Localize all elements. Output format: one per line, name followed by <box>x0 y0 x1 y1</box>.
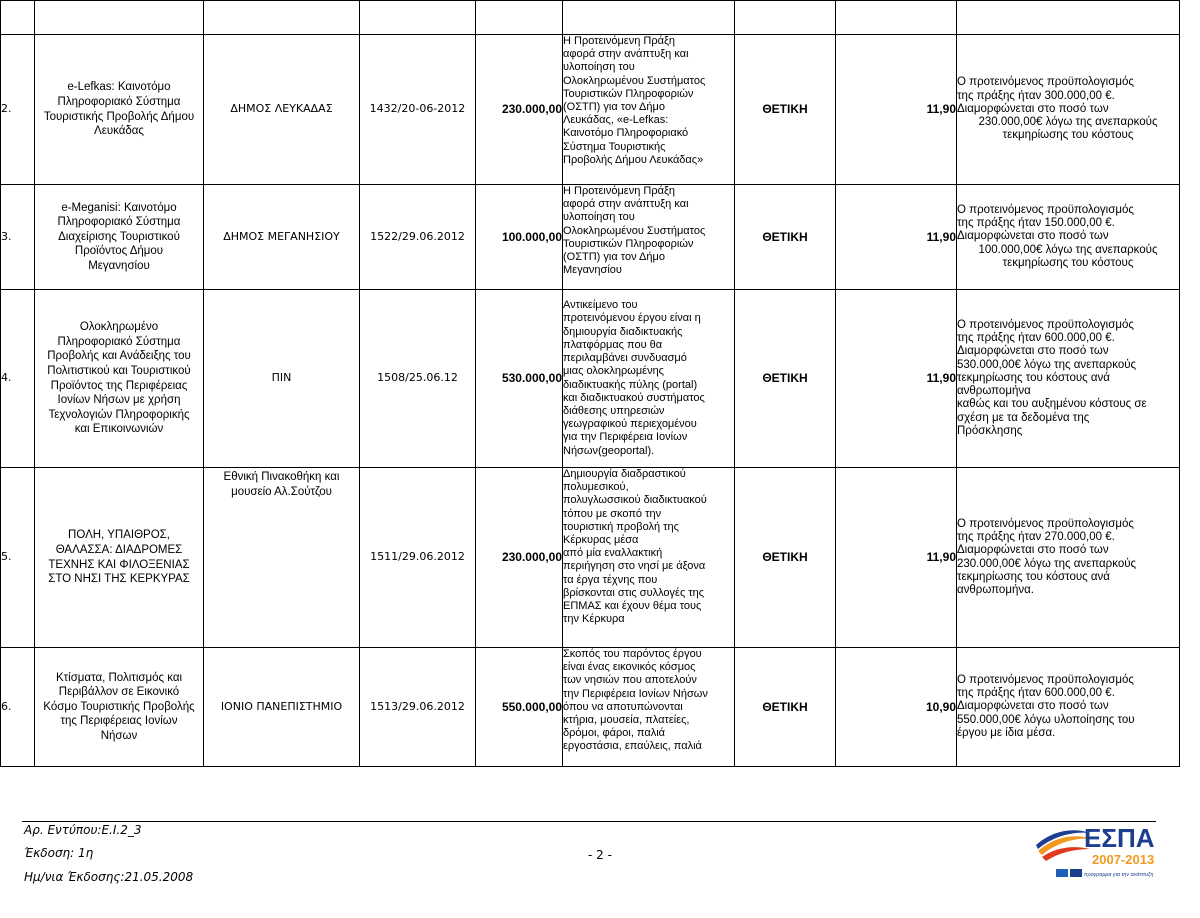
justification <box>957 35 1180 185</box>
score: 11,90 <box>836 290 957 468</box>
description <box>563 290 735 468</box>
page-number: - 2 - <box>588 848 612 862</box>
project-title-line: ΤΕΧΝΗΣ ΚΑΙ ΦΙΛΟΞΕΝΙΑΣ <box>48 558 190 571</box>
description-line: πολυμεσικού, <box>563 481 629 494</box>
description-line: Τουριστικών Πληροφοριών <box>563 87 694 100</box>
budget: 100.000,00 <box>476 185 563 290</box>
protocol-number: 1513/29.06.2012 <box>360 648 476 767</box>
beneficiary-line: μουσείο Αλ.Σούτζου <box>231 485 332 498</box>
description-line: κτήρια, μουσεία, πλατείες, <box>563 714 690 727</box>
protocol-number: 1432/20-06-2012 <box>360 35 476 185</box>
justification-line: τεκμηρίωσης του κόστους ανά <box>957 570 1110 583</box>
description-line: διαδικτυακής πύλης (portal) <box>563 378 698 391</box>
row-number: 4. <box>1 290 35 468</box>
protocol-number: 1511/29.06.2012 <box>360 468 476 648</box>
table-cell <box>476 1 563 35</box>
description-line: Μεγανησίου <box>563 264 622 277</box>
beneficiary: ΙΟΝΙΟ ΠΑΝΕΠΙΣΤΗΜΙΟ <box>204 648 360 767</box>
description-line: όπου να αποτυπώνονται <box>563 700 683 713</box>
justification-line: Ο προτεινόμενος προϋπολογισμός <box>957 76 1134 89</box>
project-title-line: Πολιτιστικού και Τουριστικού <box>47 364 191 377</box>
justification-line: Διαμορφώνεται στο ποσό των <box>957 345 1109 358</box>
justification-line: Πρόσκλησης <box>957 425 1023 438</box>
description-line: Η Προτεινόμενη Πράξη <box>563 35 675 47</box>
justification-line: καθώς και του αυξημένου κόστους σε <box>957 398 1147 411</box>
footer-divider <box>22 821 1156 822</box>
description-line: είναι ένας εικονικός κόσμος <box>563 661 696 674</box>
project-title <box>35 648 204 767</box>
project-title-line: Προϊόντος της Περιφέρειας <box>50 379 188 392</box>
description-line: βρίσκονται στις συλλογές της <box>563 586 705 599</box>
beneficiary-line: Εθνική Πινακοθήκη και <box>223 471 340 483</box>
description-line: Αντικείμενο του <box>563 299 638 312</box>
project-title-line: Τεχνολογιών Πληροφορικής <box>48 408 190 421</box>
justification-line: 100.000,00€ λόγω της ανεπαρκούς <box>978 243 1158 256</box>
project-title-line: Προβολής και Ανάδειξης του <box>47 350 191 363</box>
edition-date: Ημ/νια Έκδοσης:21.05.2008 <box>24 870 194 884</box>
project-title-line: Τουριστικής Προβολής Δήμου <box>43 110 195 123</box>
description-line: πολυγλωσσικού διαδικτυακού <box>563 494 707 507</box>
logo-years: 2007-2013 <box>1092 852 1155 867</box>
beneficiary: ΠΙΝ <box>204 290 360 468</box>
justification-line: τεκμηρίωσης του κόστους <box>1002 129 1134 142</box>
description-line: Ολοκληρωμένου Συστήματος <box>563 74 706 87</box>
justification-line: της πράξης ήταν 600.000,00 €. <box>957 331 1115 344</box>
opinion: ΘΕΤΙΚΗ <box>735 468 836 648</box>
description-line: Καινοτόμο Πληροφοριακό <box>563 127 689 140</box>
logo-text: ΕΣΠΑ <box>1084 823 1155 853</box>
table-row-header-continuation <box>1 1 1180 35</box>
description-line: Η Προτεινόμενη Πράξη <box>563 185 675 197</box>
project-title-line: Πληροφοριακό Σύστημα <box>57 216 181 229</box>
score: 10,90 <box>836 648 957 767</box>
justification-line: 530.000,00€ λόγω της ανεπαρκούς <box>957 358 1137 371</box>
project-title-line: Κτίσματα, Πολιτισμός και <box>55 671 183 684</box>
protocol-number: 1522/29.06.2012 <box>360 185 476 290</box>
edition: Έκδοση: 1η <box>24 846 94 860</box>
description <box>563 648 735 767</box>
description-line: τόπου με σκοπό την <box>563 507 662 520</box>
espa-logo <box>1034 823 1156 879</box>
logo-tagline: πρόγραμμα για την ανάπτυξη <box>1084 872 1154 878</box>
table-cell <box>563 1 735 35</box>
row-number: 3. <box>1 185 35 290</box>
table-cell <box>957 1 1180 35</box>
score: 11,90 <box>836 185 957 290</box>
description <box>563 468 735 648</box>
justification-line: ανθρωπομήνα. <box>957 584 1034 597</box>
description-line: υλοποίηση του <box>563 61 635 74</box>
justification-line: Ο προτεινόμενος προϋπολογισμός <box>957 203 1134 216</box>
table-cell <box>35 1 204 35</box>
project-title-line: της Περιφέρειας Ιονίων <box>60 715 178 728</box>
justification <box>957 290 1180 468</box>
protocol-number: 1508/25.06.12 <box>360 290 476 468</box>
description-line: περιήγηση στο νησί με άξονα <box>563 560 706 573</box>
opinion: ΘΕΤΙΚΗ <box>735 290 836 468</box>
project-title-line: e-Meganisi: Καινοτόμο <box>61 201 177 214</box>
description-line: διάθεσης υπηρεσιών <box>563 404 665 417</box>
project-title-line: Νήσων <box>100 729 138 742</box>
description-line: γεωγραφικού περιεχομένου <box>563 418 697 431</box>
form-number: Αρ. Εντύπου:Ε.Ι.2_3 <box>24 823 142 837</box>
description-line: των νησιών που αποτελούν <box>563 674 697 687</box>
justification-line: της πράξης ήταν 600.000,00 €. <box>957 687 1115 700</box>
description-line: Νήσων(geoportal). <box>563 444 655 457</box>
justification-line: ανθρωπομήνα <box>957 385 1031 398</box>
description <box>563 35 735 185</box>
justification-line: της πράξης ήταν 300.000,00 €. <box>957 89 1115 102</box>
project-title-line: Διαχείρισης Τουριστικού <box>58 230 180 243</box>
justification-line: 230.000,00€ λόγω της ανεπαρκούς <box>978 116 1158 129</box>
score: 11,90 <box>836 35 957 185</box>
description-line: περιλαμβάνει συνδυασμό <box>563 352 687 365</box>
project-title-line: e-Lefkas: Καινοτόμο <box>67 81 171 94</box>
project-title-line: Μεγανησίου <box>88 259 150 272</box>
description-line: αφορά στην ανάπτυξη και <box>563 198 689 211</box>
budget: 230.000,00 <box>476 35 563 185</box>
justification-line: 230.000,00€ λόγω της ανεπαρκούς <box>957 557 1137 570</box>
justification-line: τεκμηρίωσης του κόστους <box>1002 256 1134 269</box>
description-line: Σύστημα Τουριστικής <box>563 140 666 153</box>
table-cell <box>360 1 476 35</box>
table-row <box>1 468 1180 648</box>
description-line: δρόμοι, φάροι, παλιά <box>563 727 666 740</box>
table-row <box>1 290 1180 468</box>
justification-line: τεκμηρίωσης του κόστους ανά <box>957 371 1110 384</box>
description-line: τουριστική προβολή της <box>563 520 679 533</box>
justification-line: σχέση με τα δεδομένα της <box>957 411 1090 424</box>
budget: 550.000,00 <box>476 648 563 767</box>
row-number: 2. <box>1 35 35 185</box>
project-title-line: Ιονίων Νήσων με χρήση <box>57 394 181 407</box>
budget: 530.000,00 <box>476 290 563 468</box>
justification-line: 550.000,00€ λόγω υλοποίησης του <box>957 713 1135 726</box>
project-title-line: Πληροφοριακό Σύστημα <box>57 95 181 108</box>
table-row <box>1 35 1180 185</box>
description-line: πλατφόρμας που θα <box>563 338 663 351</box>
project-title-line: και Επικοινωνιών <box>74 423 164 436</box>
project-title-line: Προϊόντος Δήμου <box>74 245 164 258</box>
row-number: 6. <box>1 648 35 767</box>
description-line: δημιουργία διαδικτυακής <box>563 325 683 338</box>
justification-line: Διαμορφώνεται στο ποσό των <box>957 102 1109 115</box>
justification <box>957 648 1180 767</box>
description-line: Σκοπός του παρόντος έργου <box>563 648 702 660</box>
project-title-line: Ολοκληρωμένο <box>79 321 159 334</box>
description-line: αφορά στην ανάπτυξη και <box>563 48 689 61</box>
project-title-line: ΘΑΛΑΣΣΑ: ΔΙΑΔΡΟΜΕΣ <box>55 543 183 556</box>
project-title-line: Πληροφοριακό Σύστημα <box>57 335 181 348</box>
project-title-line: Κόσμο Τουριστικής Προβολής <box>43 700 195 713</box>
budget: 230.000,00 <box>476 468 563 648</box>
project-title-line: Περιβάλλον σε Εικονικό <box>58 686 180 699</box>
beneficiary: ΔΗΜΟΣ ΜΕΓΑΝΗΣΙΟΥ <box>204 185 360 290</box>
description-line: μιας ολοκληρωμένης <box>563 365 664 378</box>
opinion: ΘΕΤΙΚΗ <box>735 648 836 767</box>
justification <box>957 185 1180 290</box>
description-line: την Περιφέρεια Ιονίων Νήσων <box>563 687 708 700</box>
description-line: από μία εναλλακτική <box>563 547 663 560</box>
row-number: 5. <box>1 468 35 648</box>
description-line: για την Περιφέρεια Ιονίων <box>563 431 688 444</box>
description-line: Τουριστικών Πληροφοριών <box>563 237 694 250</box>
description-line: εργοστάσια, επαύλεις, παλιά <box>563 740 702 753</box>
project-title-line: Λευκάδας <box>94 125 144 138</box>
table-cell <box>735 1 836 35</box>
justification-line: έργου με ίδια μέσα. <box>957 726 1056 739</box>
description <box>563 185 735 290</box>
justification-line: της πράξης ήταν 270.000,00 €. <box>957 530 1115 543</box>
description-line: και διαδικτυακού συστήματος <box>563 391 705 404</box>
table-row <box>1 648 1180 767</box>
beneficiary: ΔΗΜΟΣ ΛΕΥΚΑΔΑΣ <box>204 35 360 185</box>
description-line: Δημιουργία διαδραστικού <box>563 468 686 480</box>
table-cell <box>204 1 360 35</box>
table-row <box>1 185 1180 290</box>
description-line: (ΟΣΤΠ) για τον Δήμο <box>563 251 665 264</box>
beneficiary <box>204 468 360 648</box>
project-title-line: ΠΟΛΗ, ΥΠΑΙΘΡΟΣ, <box>68 529 170 542</box>
project-title <box>35 185 204 290</box>
opinion: ΘΕΤΙΚΗ <box>735 185 836 290</box>
table-cell <box>836 1 957 35</box>
opinion: ΘΕΤΙΚΗ <box>735 35 836 185</box>
score: 11,90 <box>836 468 957 648</box>
description-line: υλοποίηση του <box>563 211 635 224</box>
justification-line: Ο προτεινόμενος προϋπολογισμός <box>957 318 1134 331</box>
description-line: Ολοκληρωμένου Συστήματος <box>563 224 706 237</box>
description-line: την Κέρκυρα <box>563 613 625 626</box>
justification-line: Διαμορφώνεται στο ποσό των <box>957 544 1109 557</box>
table-cell <box>1 1 35 35</box>
description-line: (ΟΣΤΠ) για τον Δήμο <box>563 101 665 114</box>
justification-line: Διαμορφώνεται στο ποσό των <box>957 700 1109 713</box>
description-line: Προβολής Δήμου Λευκάδας» <box>563 153 704 166</box>
justification-line: Ο προτεινόμενος προϋπολογισμός <box>957 517 1134 530</box>
flag-eu-icon <box>1070 869 1082 877</box>
justification-line: της πράξης ήταν 150.000,00 €. <box>957 217 1115 230</box>
justification-line: Διαμορφώνεται στο ποσό των <box>957 230 1109 243</box>
description-line: τα έργα τέχνης που <box>563 573 658 586</box>
justification-line: Ο προτεινόμενος προϋπολογισμός <box>957 673 1134 686</box>
description-line: προτεινόμενου έργου είναι η <box>563 312 701 325</box>
project-title-line: ΣΤΟ ΝΗΣΙ ΤΗΣ ΚΕΡΚΥΡΑΣ <box>48 573 190 586</box>
flag-greece-icon <box>1056 869 1068 877</box>
description-line: ΕΠΜΑΣ και έχουν θέμα τους <box>563 600 702 613</box>
justification <box>957 468 1180 648</box>
description-line: Κέρκυρας μέσα <box>563 534 639 547</box>
project-title <box>35 290 204 468</box>
description-line: Λευκάδας, «e-Lefkas: <box>563 114 669 127</box>
project-title <box>35 468 204 648</box>
project-title <box>35 35 204 185</box>
